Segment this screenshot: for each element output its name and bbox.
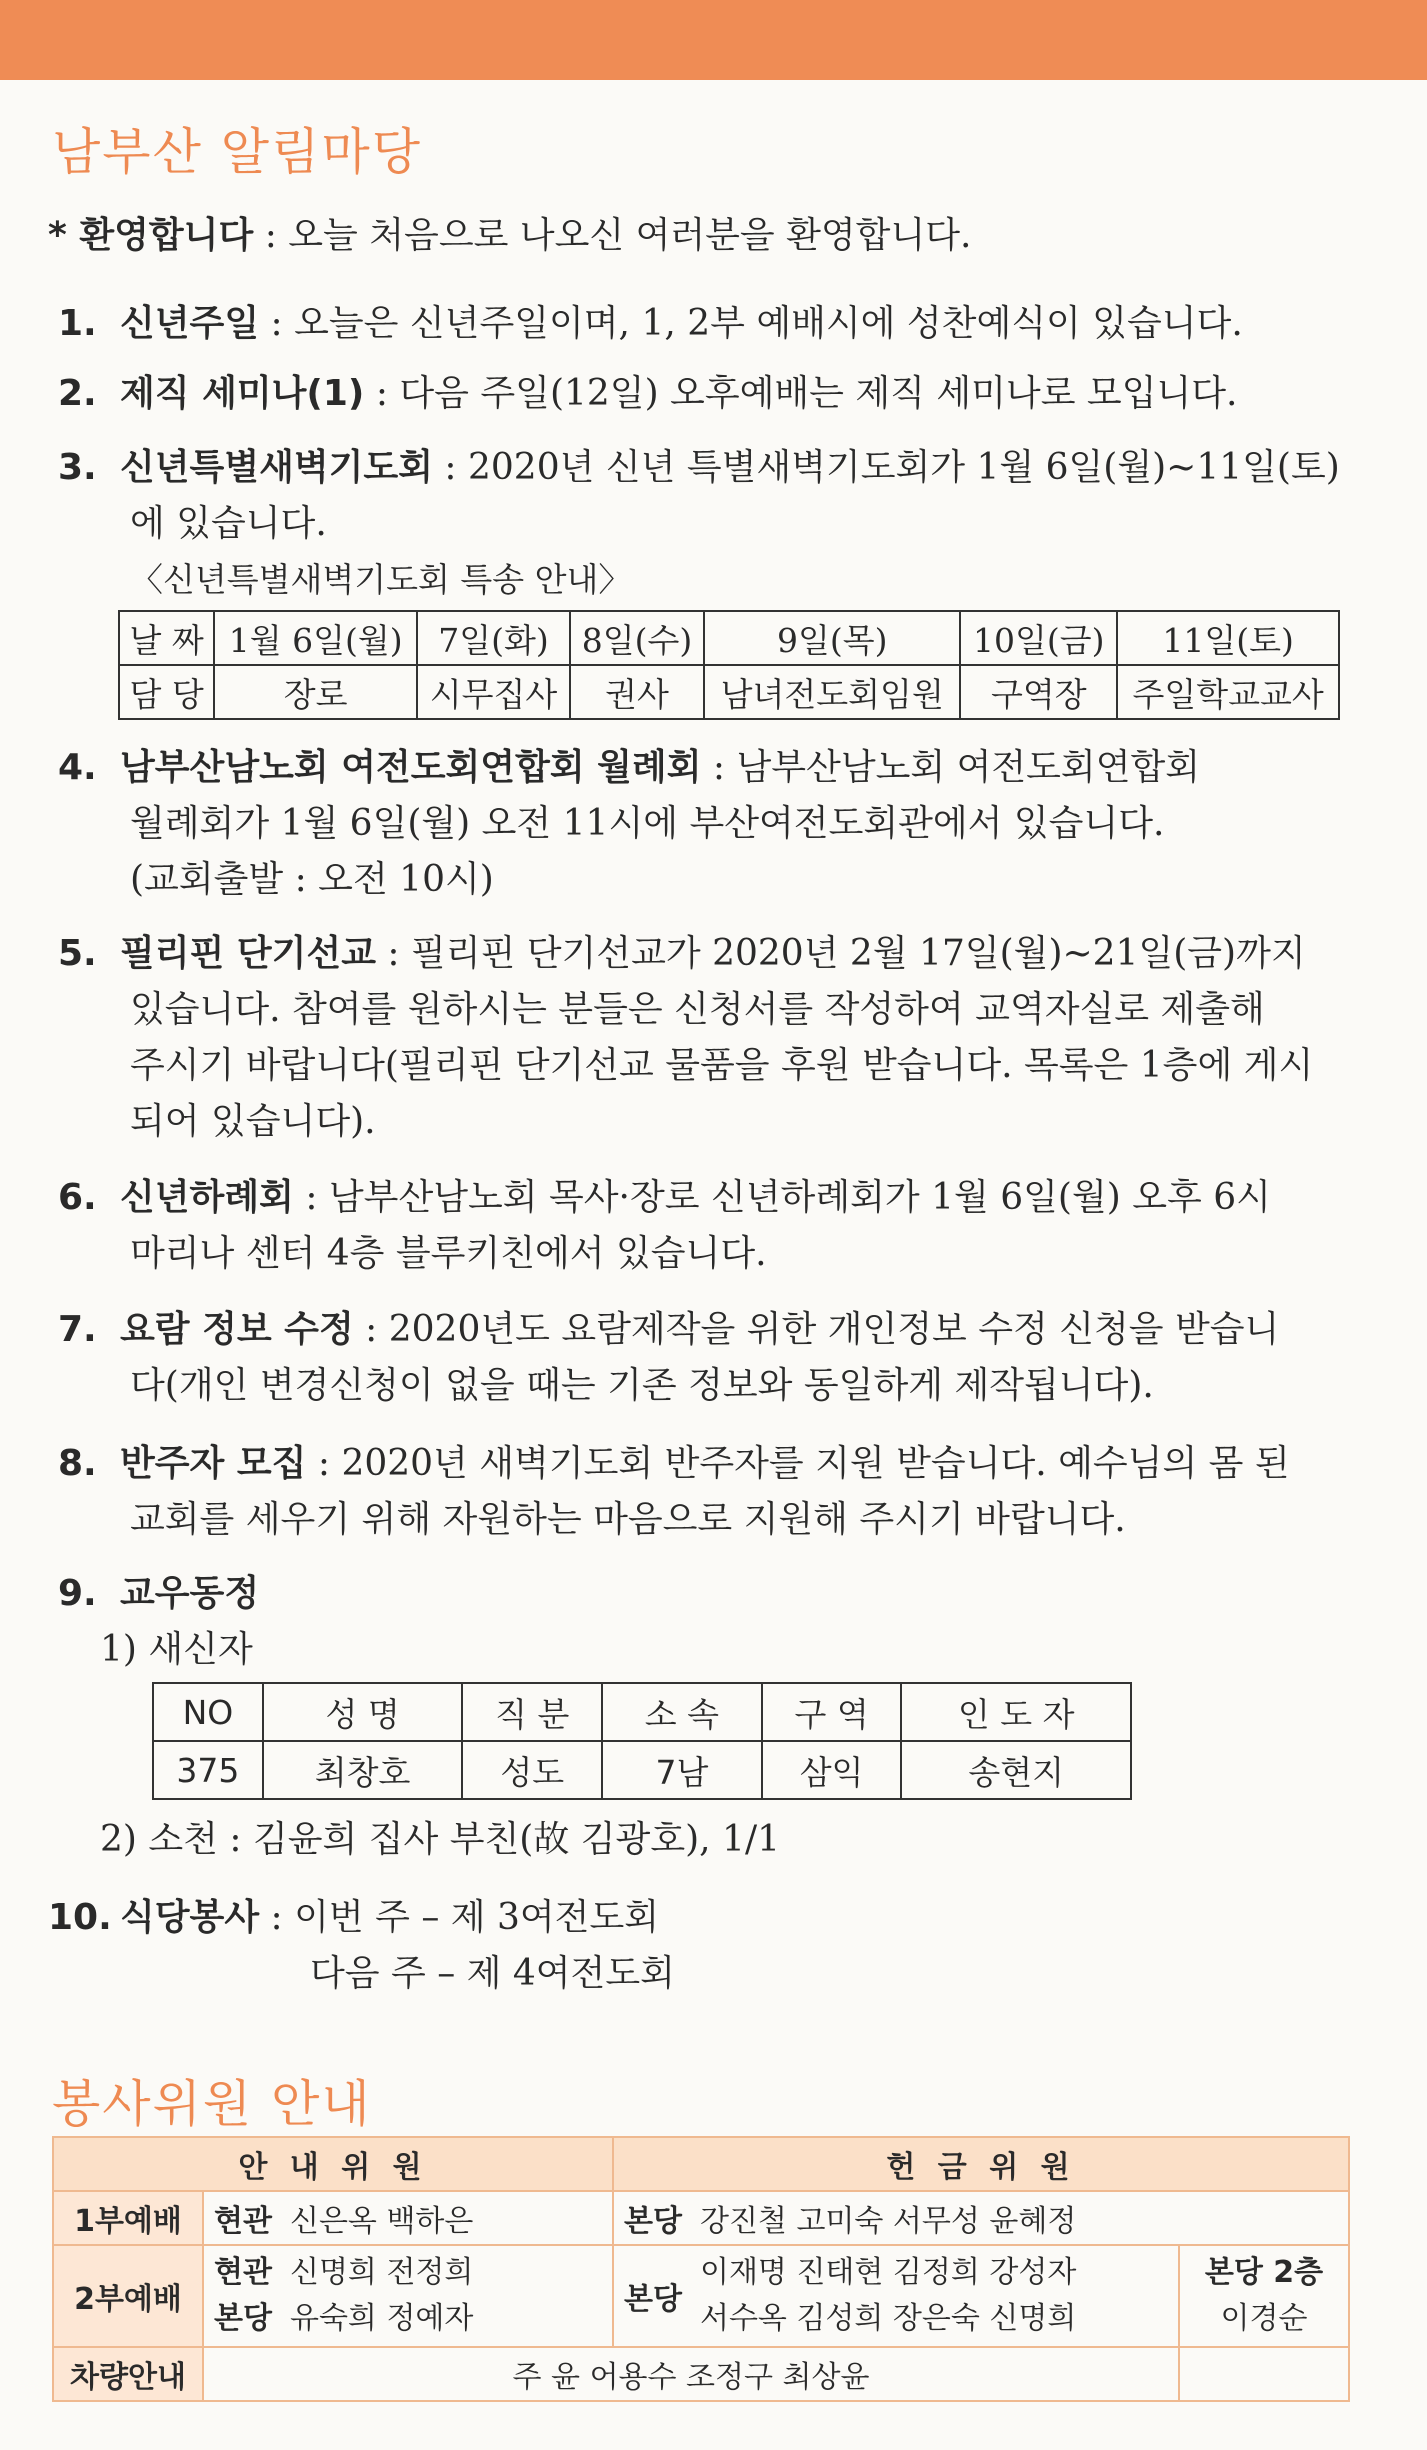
- item-text: 남부산남노회 여전도회연합회: [736, 747, 1201, 788]
- names: 서수옥 김성희 장은숙 신명희: [699, 2301, 1077, 2336]
- item-number: 1.: [58, 303, 97, 344]
- item-text: 월례회가 1월 6일(월) 오전 11시에 부산여전도회관에서 있습니다.: [130, 803, 1165, 844]
- table-row: [119, 665, 1339, 719]
- item-number: 10.: [48, 1897, 112, 1938]
- page-title: 남부산 알림마당: [52, 123, 422, 181]
- top-banner: [0, 0, 1427, 80]
- table-cell: 성도: [462, 1741, 602, 1799]
- names: 유숙희 정예자: [289, 2301, 474, 2336]
- table-header: 안 내 위 원: [53, 2137, 613, 2191]
- item-heading: 신년특별새벽기도회: [120, 447, 433, 488]
- notice-item-2: 2. 제직 세미나(1) : 다음 주일(12일) 오후예배는 제직 세미나로 모입니다.: [58, 366, 1398, 422]
- table-cell: 권사: [570, 665, 704, 719]
- offering-cell: [613, 2245, 1179, 2347]
- table-header: NO: [153, 1683, 263, 1741]
- table-cell: 10일(금): [960, 611, 1117, 665]
- extra-cell: [1179, 2245, 1349, 2347]
- table-cell: 375: [153, 1741, 263, 1799]
- item-heading: 필리핀 단기선교: [120, 933, 376, 974]
- welcome-text: 오늘 처음으로 나오신 여러분을 환영합니다.: [288, 215, 972, 256]
- table-header: 소 속: [602, 1683, 762, 1741]
- welcome-label: * 환영합니다: [48, 215, 254, 256]
- names: 신명희 전정희: [289, 2255, 474, 2290]
- item-text: 다음 주 – 제 4여전도회: [310, 1953, 675, 1994]
- item-text: 다음 주일(12일) 오후예배는 제직 세미나로 모입니다.: [399, 373, 1238, 414]
- item-number: 5.: [58, 933, 97, 974]
- welcome-notice: * 환영합니다 : 오늘 처음으로 나오신 여러분을 환영합니다.: [48, 215, 972, 256]
- newcomer-label: 1) 새신자: [100, 1629, 253, 1670]
- table-cell: 1월 6일(월): [214, 611, 417, 665]
- notice-item-6: 6. 신년하례회 : 남부산남노회 목사·장로 신년하례회가 1월 6일(월) 오후 6시 마리나 센터 4층 블루키친에서 있습니다.: [58, 1170, 1398, 1282]
- item-text: 있습니다. 참여를 원하시는 분들은 신청서를 작성하여 교역자실로 제출해: [130, 989, 1265, 1030]
- offering-cell: [613, 2191, 1349, 2245]
- names: 주 윤 어용수 조정구 최상윤: [203, 2347, 1179, 2401]
- item-text: 되어 있습니다).: [130, 1101, 376, 1142]
- table-row: [53, 2245, 1349, 2347]
- table-cell: 장로: [214, 665, 417, 719]
- schedule-caption: 〈신년특별새벽기도회 특송 안내〉: [130, 560, 632, 599]
- item-text: 교회를 세우기 위해 자원하는 마음으로 지원해 주시기 바랍니다.: [130, 1499, 1126, 1540]
- names: 강진철 고미숙 서무성 윤혜정: [699, 2204, 1077, 2239]
- location-label: 현관: [214, 2204, 272, 2239]
- table-cell: 날 짜: [119, 611, 214, 665]
- volunteer-section-title: 봉사위원 안내: [52, 2075, 372, 2133]
- item-heading: 제직 세미나(1): [120, 373, 365, 414]
- table-row: [53, 2347, 1349, 2401]
- notice-item-4: 4. 남부산남노회 여전도회연합회 월례회 : 남부산남노회 여전도회연합회 월례회가 1월 6일(월) 오전 11시에 부산여전도회관에서 있습니다. (교회출발 : 오전 10시): [58, 740, 1398, 908]
- table-header: 헌 금 위 원: [613, 2137, 1349, 2191]
- notice-item-3: 3. 신년특별새벽기도회 : 2020년 신년 특별새벽기도회가 1월 6일(월)~11일(토) 에 있습니다. 〈신년특별새벽기도회 특송 안내〉: [58, 440, 1398, 608]
- notice-item-7: 7. 요람 정보 수정 : 2020년도 요람제작을 위한 개인정보 수정 신청을 받습니 다(개인 변경신청이 없을 때는 기존 정보와 동일하게 제작됩니다).: [58, 1302, 1398, 1414]
- item-heading: 남부산남노회 여전도회연합회 월례회: [120, 747, 702, 788]
- item-number: 7.: [58, 1309, 97, 1350]
- table-cell: 시무집사: [417, 665, 570, 719]
- item-text: 에 있습니다.: [130, 503, 327, 544]
- table-header: 구 역: [762, 1683, 902, 1741]
- names: 이경순: [1220, 2301, 1308, 2336]
- item-number: 3.: [58, 447, 97, 488]
- item-number: 8.: [58, 1443, 97, 1484]
- item-text: 필리핀 단기선교가 2020년 2월 17일(월)~21일(금)까지: [410, 933, 1306, 974]
- notice-item-10: 10. 식당봉사 : 이번 주 – 제 3여전도회 다음 주 – 제 4여전도회: [48, 1890, 1388, 2002]
- newcomer-table: [152, 1682, 1132, 1800]
- row-label: 2부예배: [53, 2245, 203, 2347]
- item-text: 2020년도 요람제작을 위한 개인정보 수정 신청을 받습니: [388, 1309, 1280, 1350]
- row-label: 차량안내: [53, 2347, 203, 2401]
- schedule-table: [118, 610, 1340, 720]
- table-row: [53, 2137, 1349, 2191]
- notice-item-1: 1. 신년주일 : 오늘은 신년주일이며, 1, 2부 예배시에 성찬예식이 있습니다.: [58, 296, 1398, 352]
- item-heading: 신년주일: [120, 303, 260, 344]
- table-cell: 최창호: [263, 1741, 463, 1799]
- table-header: 직 분: [462, 1683, 602, 1741]
- item-number: 2.: [58, 373, 97, 414]
- guide-cell: [203, 2245, 613, 2347]
- table-cell: 주일학교교사: [1117, 665, 1339, 719]
- item-text: 오늘은 신년주일이며, 1, 2부 예배시에 성찬예식이 있습니다.: [294, 303, 1243, 344]
- location-label: 본당: [624, 2204, 682, 2239]
- location-label: 본당 2층: [1204, 2255, 1324, 2290]
- table-cell: 8일(수): [570, 611, 704, 665]
- notice-item-5: 5. 필리핀 단기선교 : 필리핀 단기선교가 2020년 2월 17일(월)~21일(금)까지 있습니다. 참여를 원하시는 분들은 신청서를 작성하여 교역자실로 제출해 주시기 바랍니다(필리핀 단기선교 물품을 후원 받습니다. 목록은 1층에 게시 되어 있습니다).: [58, 926, 1398, 1150]
- notice-item-9: [58, 1566, 1398, 1678]
- item-text: 다(개인 변경신청이 없을 때는 기존 정보와 동일하게 제작됩니다).: [130, 1365, 1154, 1406]
- row-label: 1부예배: [53, 2191, 203, 2245]
- volunteer-table: [52, 2136, 1350, 2402]
- table-cell: 9일(목): [704, 611, 960, 665]
- table-header: 성 명: [263, 1683, 463, 1741]
- item-text: 남부산남노회 목사·장로 신년하례회가 1월 6일(월) 오후 6시: [328, 1177, 1271, 1218]
- table-row: [153, 1683, 1131, 1741]
- item-heading: 식당봉사: [120, 1897, 260, 1938]
- item-text: (교회출발 : 오전 10시): [130, 859, 494, 900]
- item-text: 이번 주 – 제 3여전도회: [294, 1897, 660, 1938]
- table-cell: 11일(토): [1117, 611, 1339, 665]
- table-cell: 7남: [602, 1741, 762, 1799]
- item-heading: 반주자 모집: [120, 1443, 307, 1484]
- table-cell: 7일(화): [417, 611, 570, 665]
- condolence-text: 김윤희 집사 부친(故 김광호), 1/1: [252, 1819, 780, 1860]
- empty-cell: [1179, 2347, 1349, 2401]
- names: 신은옥 백하은: [289, 2204, 474, 2239]
- table-cell: 담 당: [119, 665, 214, 719]
- item-text: 마리나 센터 4층 블루키친에서 있습니다.: [130, 1233, 767, 1274]
- table-cell: 구역장: [960, 665, 1117, 719]
- table-cell: 송현지: [901, 1741, 1131, 1799]
- notice-item-8: 8. 반주자 모집 : 2020년 새벽기도회 반주자를 지원 받습니다. 예수님의 몸 된 교회를 세우기 위해 자원하는 마음으로 지원해 주시기 바랍니다.: [58, 1436, 1398, 1548]
- location-label: 본당: [214, 2301, 272, 2336]
- item-text: 주시기 바랍니다(필리핀 단기선교 물품을 후원 받습니다. 목록은 1층에 게시: [130, 1045, 1314, 1086]
- table-cell: 남녀전도회임원: [704, 665, 960, 719]
- item-number: 6.: [58, 1177, 97, 1218]
- table-header: 인 도 자: [901, 1683, 1131, 1741]
- condolence-notice: 2) 소천 : 김윤희 집사 부친(故 김광호), 1/1: [100, 1819, 780, 1860]
- location-label: 본당: [624, 2282, 682, 2317]
- table-cell: 삼익: [762, 1741, 902, 1799]
- guide-cell: [203, 2191, 613, 2245]
- table-row: [153, 1741, 1131, 1799]
- item-heading: 요람 정보 수정: [120, 1309, 354, 1350]
- condolence-label: 2) 소천: [100, 1819, 218, 1860]
- names: 이재명 진태현 김정희 강성자: [699, 2255, 1077, 2290]
- table-row: [53, 2191, 1349, 2245]
- item-number: 4.: [58, 747, 97, 788]
- item-number: 9.: [58, 1573, 97, 1614]
- location-label: 현관: [214, 2255, 272, 2290]
- item-heading: 교우동정: [120, 1573, 260, 1614]
- item-text: 2020년 신년 특별새벽기도회가 1월 6일(월)~11일(토): [468, 447, 1340, 488]
- item-heading: 신년하례회: [120, 1177, 294, 1218]
- item-text: 2020년 새벽기도회 반주자를 지원 받습니다. 예수님의 몸 된: [341, 1443, 1290, 1484]
- table-row: [119, 611, 1339, 665]
